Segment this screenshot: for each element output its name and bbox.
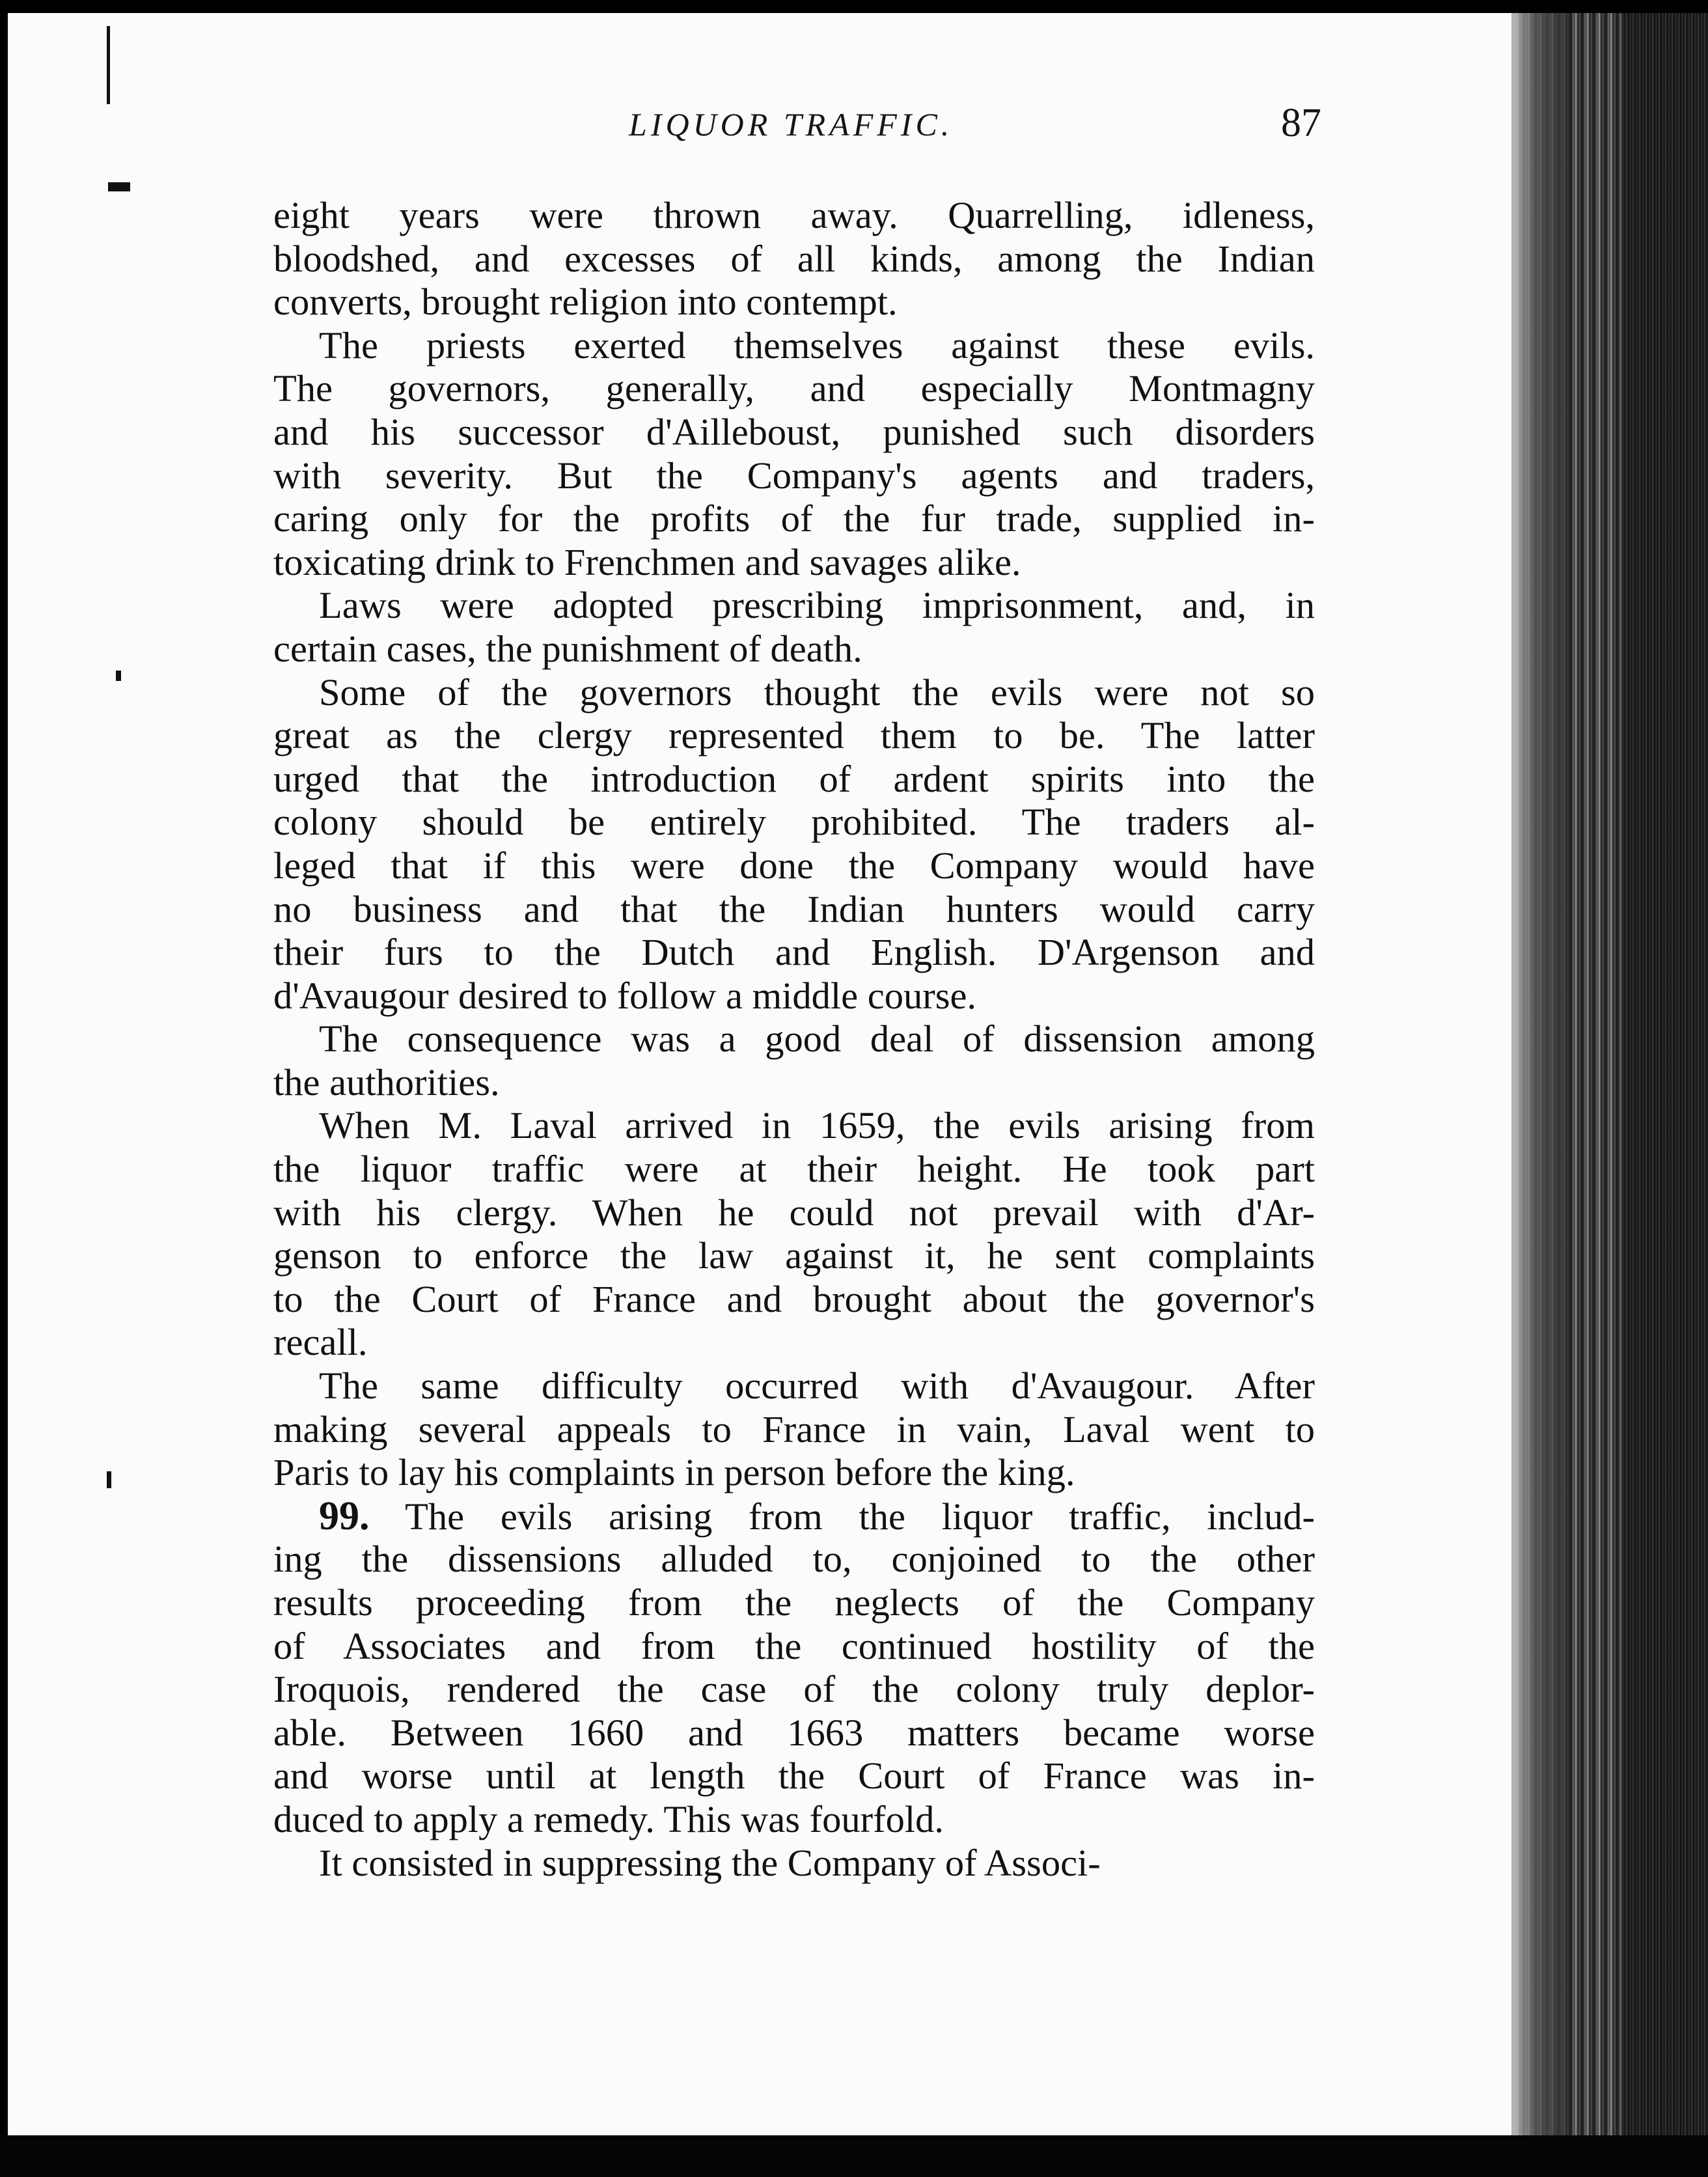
text-line: converts, brought religion into contempt. (273, 281, 898, 324)
text-line: the liquor traffic were at their height. He took part (273, 1148, 1315, 1191)
paragraph (273, 1842, 1315, 1885)
text-line: duced to apply a remedy. This was fourfold. (273, 1797, 944, 1840)
scan-bottom-border (0, 2135, 1708, 2177)
paragraph (273, 1018, 1315, 1104)
text-line: Laws were adopted prescribing imprisonment, and, in (319, 584, 1315, 627)
paragraph (273, 324, 1315, 585)
scan-mark-left-rule (107, 26, 110, 104)
text-line: of Associates and from the continued hostility of the (273, 1624, 1315, 1667)
text-line: bloodshed, and excesses of all kinds, among the Indian (273, 237, 1315, 280)
text-line: Paris to lay his complaints in person before the king. (273, 1451, 1075, 1494)
text-line: great as the clergy represented them to be. The latter (273, 714, 1315, 757)
paragraph (273, 194, 1315, 324)
text-line: genson to enforce the law against it, he sent complaints (273, 1234, 1315, 1277)
paragraph (273, 1104, 1315, 1365)
scan-mark-left-dot (116, 671, 121, 681)
text-line: their furs to the Dutch and English. D'Argenson and (273, 931, 1315, 974)
text-line: eight years were thrown away. Quarrelling, idleness, (273, 194, 1315, 236)
paragraph (273, 671, 1315, 1018)
scan-mark-left-dot-2 (107, 1471, 111, 1488)
text-line: and worse until at length the Court of France was in- (273, 1754, 1315, 1797)
section-number: 99. (319, 1493, 370, 1538)
text-line: The consequence was a good deal of dissension among (319, 1018, 1315, 1061)
text-line: colony should be entirely prohibited. The traders al- (273, 801, 1315, 844)
text-line (273, 1495, 1315, 1538)
text-line: ing the dissensions alluded to, conjoined to the other (273, 1538, 1315, 1581)
text-line: able. Between 1660 and 1663 matters became worse (273, 1711, 1315, 1754)
text-line: the authorities. (273, 1061, 500, 1103)
text-line: with severity. But the Company's agents and traders, (273, 454, 1315, 497)
text-line: The governors, generally, and especially Montmagny (273, 367, 1315, 410)
book-page-edges (1511, 13, 1708, 2161)
paragraph (273, 584, 1315, 671)
text-line: with his clergy. When he could not prevail with d'Ar- (273, 1191, 1315, 1234)
text-line: urged that the introduction of ardent spirits into the (273, 757, 1315, 800)
scan-mark-left-tick (108, 182, 130, 191)
paragraph (273, 1365, 1315, 1495)
text-line: Some of the governors thought the evils were not so (319, 671, 1315, 714)
text-line: caring only for the profits of the fur trade, supplied in- (273, 497, 1315, 540)
text-line: no business and that the Indian hunters would carry (273, 887, 1315, 930)
text-line: The priests exerted themselves against these evils. (319, 324, 1315, 367)
text-line: d'Avaugour desired to follow a middle course. (273, 974, 977, 1017)
text-line: making several appeals to France in vain, Laval went to (273, 1407, 1315, 1450)
page-number: 87 (1281, 101, 1321, 145)
text-line: The same difficulty occurred with d'Avaugour. After (319, 1365, 1315, 1407)
text-line: certain cases, the punishment of death. (273, 627, 862, 670)
text-line-content: The evils arising from the liquor traffic, includ- (369, 1495, 1315, 1538)
text-line: When M. Laval arrived in 1659, the evils arising from (319, 1104, 1315, 1147)
paragraph (273, 1495, 1315, 1842)
text-line: recall. (273, 1321, 368, 1364)
text-line: leged that if this were done the Company would have (273, 844, 1315, 887)
page-header (273, 101, 1321, 158)
text-line: toxicating drink to Frenchmen and savages alike. (273, 540, 1021, 583)
text-line: Iroquois, rendered the case of the colony truly deplor- (273, 1668, 1315, 1711)
running-head: LIQUOR TRAFFIC. (629, 106, 954, 143)
text-line: to the Court of France and brought about the governor's (273, 1277, 1315, 1320)
text-line: It consisted in suppressing the Company of Associ- (319, 1841, 1101, 1884)
body-text (273, 194, 1315, 1885)
text-line: results proceeding from the neglects of the Company (273, 1581, 1315, 1624)
text-line: and his successor d'Ailleboust, punished such disorders (273, 410, 1315, 453)
